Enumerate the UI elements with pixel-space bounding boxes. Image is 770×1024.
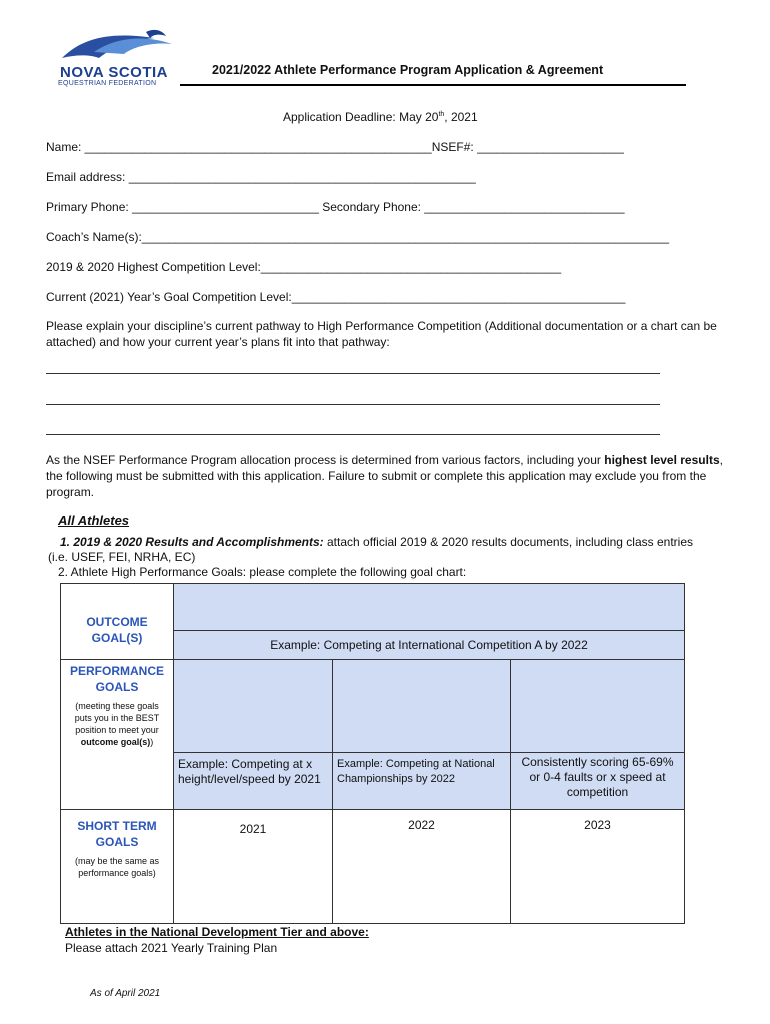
item-1-bold: 1. 2019 & 2020 Results and Accomplishments: — [60, 535, 324, 549]
item-1-cont: (i.e. USEF, FEI, NRHA, EC) — [48, 550, 196, 564]
performance-note-bold: outcome goal(s) — [80, 737, 151, 747]
page-title: 2021/2022 Athlete Performance Program Application & Agreement — [212, 63, 604, 77]
short-term-input-2023[interactable] — [511, 810, 685, 924]
outcome-input-cell[interactable] — [174, 584, 685, 631]
performance-input-3[interactable] — [511, 660, 685, 753]
deadline-year: , 2021 — [444, 110, 478, 124]
all-athletes-heading: All Athletes — [58, 513, 130, 528]
performance-example-1: Example: Competing at x height/level/speed by 2021 — [178, 757, 321, 786]
performance-note-pre: (meeting these goals puts you in the BEST position to meet your — [74, 701, 160, 735]
national-tier-heading: Athletes in the National Development Tier and above: — [65, 925, 369, 939]
short-term-input-2021[interactable] — [174, 810, 333, 924]
year-2023: 2023 — [584, 818, 611, 832]
title-divider — [180, 84, 686, 86]
allocation-pre: As the NSEF Performance Program allocation process is determined from various factors, including your — [46, 453, 605, 467]
outcome-label-cell — [61, 584, 174, 660]
logo-text: NOVA SCOTIA — [60, 64, 169, 81]
item-1 — [60, 535, 693, 550]
as-of-date: As of April 2021 — [90, 988, 161, 999]
outcome-example: Example: Competing at International Competition A by 2022 — [270, 637, 588, 652]
highest-level-field[interactable]: 2019 & 2020 Highest Competition Level:_____________________________________________ — [46, 260, 562, 274]
performance-label: PERFORMANCE GOALS — [69, 664, 164, 694]
allocation-post: , the following must be submitted with this application. Failure to submit or complete this application may exclude you from the program. — [46, 453, 723, 499]
short-term-label: SHORT TERM GOALS — [77, 819, 157, 849]
performance-input-1[interactable] — [174, 660, 333, 753]
performance-note-post: ) — [150, 737, 154, 747]
deadline-sup: th — [438, 111, 445, 118]
performance-example-cell-1 — [174, 753, 333, 810]
coach-field[interactable]: Coach’s Name(s):_______________________________________________________________________________ — [46, 230, 670, 244]
application-deadline — [283, 110, 478, 124]
logo-subtext: EQUESTRIAN FEDERATION — [58, 80, 157, 87]
answer-line[interactable] — [46, 373, 660, 375]
performance-example-2: Example: Competing at National Championships by 2022 — [337, 758, 495, 785]
item-1-text: attach official 2019 & 2020 results documents, including class entries — [323, 535, 693, 549]
answer-line[interactable] — [46, 434, 660, 436]
answer-line[interactable] — [46, 404, 660, 406]
goal-chart — [60, 583, 685, 924]
current-goal-field[interactable]: Current (2021) Year’s Goal Competition Level:__________________________________________________ — [46, 290, 626, 304]
performance-example-cell-2 — [333, 753, 511, 810]
national-tier-text: Please attach 2021 Yearly Training Plan — [65, 941, 278, 955]
short-term-label-cell — [61, 810, 174, 924]
year-2022: 2022 — [408, 818, 435, 832]
performance-note — [61, 695, 173, 748]
email-field[interactable]: Email address: ____________________________________________________ — [46, 170, 476, 184]
name-field[interactable]: Name: ____________________________________________________NSEF#: ______________________ — [46, 140, 624, 154]
phone-fields[interactable]: Primary Phone: ____________________________ Secondary Phone: ______________________________ — [46, 200, 625, 214]
item-2: 2. Athlete High Performance Goals: please complete the following goal chart: — [58, 565, 467, 579]
performance-label-cell — [61, 660, 174, 810]
outcome-label: OUTCOME GOAL(S) — [86, 615, 148, 645]
outcome-example-cell — [174, 631, 685, 660]
performance-example-3: Consistently scoring 65-69% or 0-4 faults or x speed at competition — [521, 755, 674, 799]
performance-example-cell-3 — [511, 753, 685, 810]
performance-input-2[interactable] — [333, 660, 511, 753]
short-term-note: (may be the same as performance goals) — [74, 856, 160, 878]
year-2021: 2021 — [239, 822, 267, 836]
short-term-input-2022[interactable] — [333, 810, 511, 924]
pathway-question: Please explain your discipline’s current pathway to High Performance Competition (Additional documentation or a chart can be attached) and how your current year’s plans fit into that pathway: — [46, 319, 717, 349]
deadline-text: Application Deadline: May 20 — [283, 110, 439, 124]
allocation-bold: highest level results — [604, 453, 720, 467]
allocation-paragraph — [46, 452, 726, 500]
